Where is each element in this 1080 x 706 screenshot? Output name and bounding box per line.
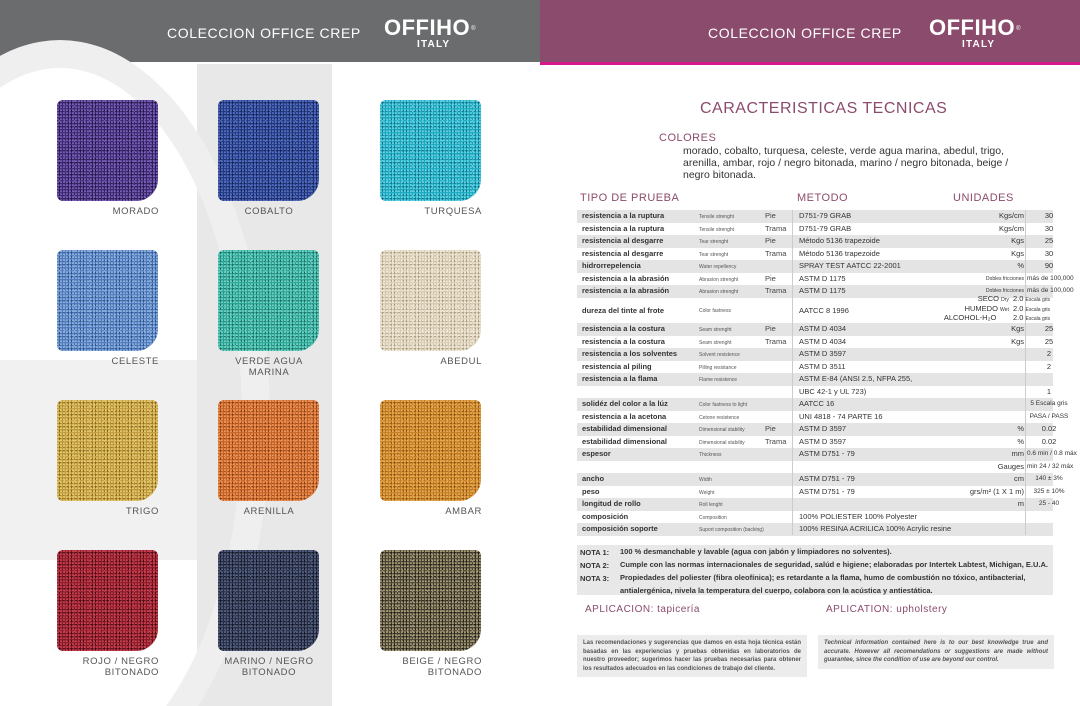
brand-logo: OFFIHO® <box>929 15 1022 40</box>
cell-val: más de 100,000 <box>1027 287 1074 294</box>
note-text: antialergénica, nivela la temperatura del cuerpo, colabora con la acústica y antiestática. <box>620 586 933 595</box>
fabric-swatch <box>218 250 319 351</box>
fabric-swatch <box>380 250 481 351</box>
cell-method: Método 5136 trapezoide <box>799 248 880 258</box>
cell-val: 0.6 min / 0.8 máx <box>1027 450 1077 457</box>
cell-method: ASTM D 3597 <box>799 424 847 433</box>
swatch-name <box>214 656 324 678</box>
table-row <box>577 411 1069 424</box>
cell-unit: Dobles fricciones <box>985 288 1024 294</box>
cell-unit: Kgs <box>1011 324 1024 333</box>
cell-prop: estabilidad dimensional <box>582 436 668 446</box>
table-row <box>577 323 1053 336</box>
cell-en: Solvent resistence <box>699 352 740 358</box>
swatch-name-line: ROJO / NEGRO <box>82 656 159 667</box>
application-es-title: APLICACION: tapicería <box>585 604 700 615</box>
cell-en: Color fastness to light <box>699 402 748 408</box>
cell-prop: resistencia a la flama <box>582 374 658 383</box>
table-row <box>577 248 1053 261</box>
table-row <box>577 398 1068 411</box>
table-row <box>577 498 1060 511</box>
table-row <box>577 511 1053 524</box>
table-row <box>577 448 1077 461</box>
swatch-name <box>372 356 482 367</box>
col-test-heading: TIPO DE PRUEBA <box>580 192 680 204</box>
cell-prop: resistencia a la costura <box>582 324 665 333</box>
cell-en: Abrasion strenght <box>699 289 739 295</box>
cell-val: 25 <box>1044 324 1054 333</box>
cell-en: Water repellency <box>699 264 737 270</box>
swatch-name-line: MORADO <box>112 206 159 217</box>
cell-prop: resistencia a los solventes <box>582 349 678 358</box>
cell-en: Tensile strenght <box>699 214 735 220</box>
note-text: Cumple con las normas internacionales de seguridad, salúd e higiene; elaboradas por Intertek Labtest, Michigan, E.U.A. <box>620 560 1049 569</box>
cell-method: ASTM D751 - 79 <box>799 474 855 483</box>
colors-text: morado, cobalto, turquesa, celeste, verde agua marina, abedul, trigo, arenilla, ambar, rojo / negro bitonada, marino / negro bitonada, beige / negro bitonada. <box>683 145 1009 181</box>
fabric-swatch <box>380 400 481 501</box>
cell-method: ASTM D 4034 <box>799 336 847 346</box>
cell-unit: mm <box>1011 449 1024 458</box>
cell-method: D751-79 GRAB <box>799 223 852 233</box>
cell-en: Weight <box>699 489 715 496</box>
cell-prop: peso <box>582 486 600 496</box>
swatch-name-line: ABEDUL <box>440 356 482 367</box>
cell-val: 30 <box>1044 223 1054 233</box>
disclaimer-es: Las recomendaciones y sugerencias que damos en esta hoja técnica están basadas en las experiencias y pruebas obtenidas en laboratorios de nuestro proveedor; sugerimos hacer las pruebas necesarias para obtener los resultados adecuados en las condiciones de trabajo del cliente. <box>577 635 807 677</box>
cell-val: 25 - 40 <box>1038 500 1060 507</box>
right-page <box>540 0 1080 706</box>
table-row <box>577 386 1053 399</box>
cell-prop: resistencia a la ruptura <box>582 223 665 233</box>
cell-method: SPRAY TEST AATCC 22-2001 <box>799 261 901 270</box>
cell-prop: resistencia a la acetona <box>582 411 667 421</box>
table-row <box>577 235 1053 248</box>
collection-title: COLECCION OFFICE CREP <box>167 25 361 41</box>
cell-unit: % <box>1017 424 1024 433</box>
cell-en: Cetone resistence <box>699 414 740 421</box>
cell-sub: Trama <box>765 248 787 258</box>
fabric-swatch <box>218 100 319 201</box>
cell-method: ASTM D 1175 <box>799 286 846 295</box>
table-row <box>577 473 1063 486</box>
swatch-name-line: MARINO / NEGRO <box>224 656 314 667</box>
swatch-name-line: BITONADO <box>104 667 159 678</box>
cell-method: ASTM D 1175 <box>799 273 846 283</box>
cell-val: 25 <box>1044 336 1054 346</box>
swatch-name-line: ARENILLA <box>243 506 295 517</box>
cell-unit: m <box>1017 499 1024 508</box>
cell-val: más de 100,000 <box>1027 274 1074 282</box>
swatch-name-line: BITONADO <box>427 667 482 678</box>
table-row <box>577 336 1053 349</box>
cell-unit: Dobles fricciones <box>985 275 1024 282</box>
cell-prop: solidéz del color a la lúz <box>582 399 668 408</box>
brand-logo: OFFIHO® <box>384 15 477 40</box>
cell-prop: resistencia a la abrasión <box>582 286 670 295</box>
cell-en: Seam strenght <box>699 327 732 333</box>
right-header <box>540 0 1080 62</box>
table-row <box>577 223 1053 236</box>
table-row <box>577 361 1053 374</box>
cell-en: Thickness <box>699 452 722 458</box>
cell-unit: grs/m² (1 X 1 m) <box>969 486 1024 496</box>
cell-method: UBC 42-1 y UL 723) <box>799 386 867 396</box>
note-label: NOTA 3: <box>580 574 610 583</box>
table-row <box>577 260 1053 273</box>
fabric-swatch <box>380 550 481 651</box>
application-en-title: APLICATION: upholstery <box>826 604 948 615</box>
fabric-swatch <box>380 100 481 201</box>
collection-title: COLECCION OFFICE CREP <box>708 25 902 41</box>
swatch-name <box>49 206 159 217</box>
brand-sub: ITALY <box>962 39 996 50</box>
swatch-name <box>214 206 324 217</box>
swatch-name-line: CELESTE <box>111 356 159 367</box>
note-text: 100 % desmanchable y lavable (agua con jabón y limpiadores no solventes). <box>620 547 892 556</box>
swatch-name-line: BEIGE / NEGRO <box>402 656 482 667</box>
cell-val: PASA / PASS <box>1029 412 1069 420</box>
cell-method: ASTM E-84 (ANSI 2.5, NFPA 255, <box>799 374 913 383</box>
disclaimer-en: Technical information contained here is to our best knowledge true and accurate. However all recomendations or suggestions are made without guarantee, since the condition of use are beyond our control. <box>818 635 1054 669</box>
cell-val: 90 <box>1044 261 1054 270</box>
table-divider <box>792 210 793 535</box>
cell-prop: resistencia a la ruptura <box>582 211 665 220</box>
swatch-name-line: MARINA <box>248 367 290 378</box>
table-row <box>577 210 1053 223</box>
fabric-swatch <box>57 550 158 651</box>
cell-unit: % <box>1017 436 1024 446</box>
cell-prop: composición soporte <box>582 524 658 533</box>
fabric-swatch <box>57 250 158 351</box>
cell-val: 25 <box>1044 236 1054 245</box>
note-label: NOTA 1: <box>580 548 610 557</box>
cell-sub: Trama <box>765 436 787 446</box>
swatch-name-line: VERDE AGUA <box>235 356 303 367</box>
swatch-name-line: COBALTO <box>244 206 294 217</box>
col-method-heading: METODO <box>797 192 849 204</box>
swatch-name <box>49 506 159 517</box>
cell-method: ASTM D751 - 79 <box>799 486 855 496</box>
cell-val: 2 <box>1046 349 1052 358</box>
cell-en: Tensile strenght <box>699 226 735 233</box>
cell-prop: espesor <box>582 449 611 458</box>
table-row <box>577 273 1074 286</box>
table-row <box>577 348 1053 361</box>
cell-val: 325 ± 10% <box>1033 487 1065 495</box>
cell-unit: Kgs/cm <box>998 223 1024 233</box>
table-divider <box>1025 210 1026 535</box>
cell-val: min 24 / 32 máx <box>1027 462 1074 470</box>
cell-unit: cm <box>1014 474 1024 483</box>
cell-val: 30 <box>1044 248 1054 258</box>
cell-en: Tear strenght <box>699 251 729 258</box>
cell-prop: ancho <box>582 474 605 483</box>
cell-method: ASTM D 3597 <box>799 436 847 446</box>
cell-method: ASTM D751 - 79 <box>799 449 855 458</box>
cell-method: UNI 4818 - 74 PARTE 16 <box>799 411 883 421</box>
cell-en: Dimensional stability <box>699 439 745 446</box>
swatch-name-line: BITONADO <box>241 667 297 678</box>
cell-sub: Trama <box>765 223 787 233</box>
fabric-swatch <box>218 550 319 651</box>
swatch-name <box>49 656 159 678</box>
cell-val: 0.02 <box>1041 424 1057 433</box>
cell-en: Roll lenght <box>699 502 723 508</box>
cell-en: Color fastness <box>699 307 731 314</box>
cell-unit: Kgs <box>1011 248 1024 258</box>
cell-prop: composición <box>582 511 629 521</box>
cell-unit: Kgs <box>1011 236 1024 245</box>
note-text: Propiedades del poliester (fibra oleofínica); es retardante a la flama, humo de combustión no tóxico, antibacterial, <box>620 573 1026 582</box>
cell-en: Tear strenght <box>699 239 729 245</box>
swatch-name <box>214 356 324 378</box>
cell-en: Flame resistence <box>699 377 738 383</box>
swatch-name <box>372 506 482 517</box>
cell-prop: resistencia al desgarre <box>582 236 664 245</box>
swatch-name-line: TRIGO <box>125 506 159 517</box>
table-row <box>577 436 1057 449</box>
swatch-name <box>372 656 482 678</box>
fabric-swatch <box>57 100 158 201</box>
table-row <box>577 486 1065 499</box>
cell-prop: hidrorrepelencia <box>582 261 641 270</box>
cell-method: 100% POLIESTER 100% Polyester <box>799 511 917 521</box>
cell-sub: Pie <box>765 273 776 283</box>
header-accent-line <box>540 62 1080 65</box>
table-row <box>577 373 1053 386</box>
cell-prop: longitud de rollo <box>582 499 641 508</box>
table-row <box>577 423 1057 436</box>
cell-en: Seam strenght <box>699 339 732 346</box>
cell-method: AATCC 8 1996 <box>799 305 849 315</box>
cell-val: 30 <box>1044 211 1054 220</box>
col-units-heading: UNIDADES <box>953 192 1014 204</box>
tech-title: CARACTERISTICAS TECNICAS <box>700 100 948 117</box>
swatch-name <box>214 506 324 517</box>
swatch-name <box>372 206 482 217</box>
cell-method: AATCC 16 <box>799 399 835 408</box>
cell-prop: resistencia al piling <box>582 361 652 371</box>
cell-sub: Pie <box>765 236 776 245</box>
cell-method: ASTM D 3597 <box>799 349 847 358</box>
swatch-name-line: TURQUESA <box>424 206 482 217</box>
cell-sub: Pie <box>765 424 776 433</box>
cell-prop: resistencia al desgarre <box>582 248 664 258</box>
cell-unit: Kgs <box>1011 336 1024 346</box>
cell-en: Composition <box>699 514 727 521</box>
colors-heading: COLORES <box>659 132 717 144</box>
cell-val: 140 ± 3% <box>1035 475 1063 482</box>
cell-prop: estabilidad dimensional <box>582 424 668 433</box>
table-row <box>577 461 1074 474</box>
cell-method: 100% RESINA ACRILICA 100% Acrylic resine <box>799 524 952 533</box>
table-row <box>577 523 1053 536</box>
cell-val: 2 <box>1046 361 1052 371</box>
cell-val: 1 <box>1046 386 1052 396</box>
cell-val: 0.02 <box>1041 436 1057 446</box>
friction-values: SECO Dry 2.0 Escala gris HUMEDO Wet 2.0 Escala gris ALCOHOL-H₂O 2.0 Escala gris <box>943 294 1050 322</box>
fabric-swatch <box>218 400 319 501</box>
cell-unit: % <box>1017 261 1024 270</box>
cell-sub: Pie <box>765 211 776 220</box>
cell-sub: Trama <box>765 286 787 295</box>
cell-prop: dureza del tinte al frote <box>582 305 665 315</box>
fabric-swatch <box>57 400 158 501</box>
cell-prop: resistencia a la abrasión <box>582 273 670 283</box>
cell-prop: resistencia a la costura <box>582 336 665 346</box>
cell-en: Width <box>699 477 712 483</box>
cell-en: Abrasion strenght <box>699 276 739 283</box>
cell-sub: Pie <box>765 324 776 333</box>
cell-en: Suport composition (backing) <box>699 527 764 533</box>
swatch-name <box>49 356 159 367</box>
cell-en: Dimensional stability <box>699 427 745 433</box>
cell-sub: Trama <box>765 336 787 346</box>
cell-method: Método 5136 trapezoide <box>799 236 880 245</box>
cell-en: Pilling resistance <box>699 364 737 371</box>
note-label: NOTA 2: <box>580 561 610 570</box>
swatch-name-line: AMBAR <box>445 506 482 517</box>
cell-method: ASTM D 4034 <box>799 324 847 333</box>
cell-unit: Gauges <box>997 461 1024 471</box>
cell-val: 5 Escala gris <box>1030 400 1068 407</box>
cell-method: ASTM D 3511 <box>799 361 846 371</box>
cell-unit: Kgs/cm <box>998 211 1024 220</box>
brand-sub: ITALY <box>417 39 451 50</box>
cell-method: D751-79 GRAB <box>799 211 852 220</box>
